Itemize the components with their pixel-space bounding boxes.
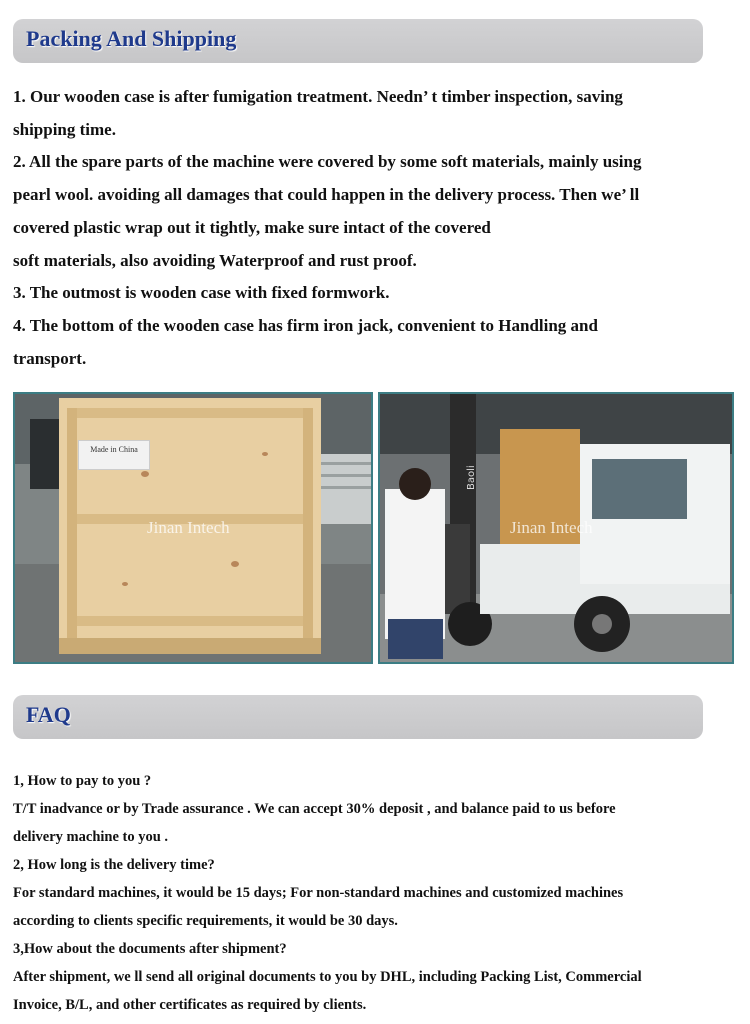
watermark-right: Jinan Intech bbox=[510, 518, 593, 537]
packing-line: 4. The bottom of the wooden case has firm iron jack, convenient to Handling and bbox=[13, 315, 598, 335]
faq-answer-line: After shipment, we ll send all original documents to you by DHL, including Packing List, Commercial bbox=[13, 969, 642, 985]
faq-question: 1, How to pay to you ? bbox=[13, 773, 152, 789]
packing-line: pearl wool. avoiding all damages that could happen in the delivery process. Then we’ ll bbox=[13, 185, 640, 205]
packing-line: transport. bbox=[13, 348, 87, 368]
faq-text bbox=[13, 767, 733, 1019]
made-in-china-label: Made in China bbox=[78, 440, 150, 470]
faq-section-title: FAQ bbox=[26, 702, 71, 727]
faq-answer-line: according to clients specific requirements, it would be 30 days. bbox=[13, 913, 398, 929]
faq-question: 3,How about the documents after shipment? bbox=[13, 941, 287, 957]
packing-line: 1. Our wooden case is after fumigation treatment. Needn’ t timber inspection, saving bbox=[13, 87, 623, 106]
packing-line: covered plastic wrap out it tightly, make sure intact of the covered bbox=[13, 217, 491, 237]
faq-answer-line: delivery machine to you . bbox=[13, 829, 169, 845]
faq-answer-line: For standard machines, it would be 15 days; For non-standard machines and customized machines bbox=[13, 885, 624, 901]
faq-answer-line: T/T inadvance or by Trade assurance . We can accept 30% deposit , and balance paid to us before bbox=[13, 801, 616, 817]
packing-line: soft materials, also avoiding Waterproof and rust proof. bbox=[13, 250, 417, 270]
watermark-left: Jinan Intech bbox=[147, 518, 230, 537]
forklift-brand-label: Baoli bbox=[466, 465, 477, 490]
packing-section-title: Packing And Shipping bbox=[26, 26, 237, 51]
packing-line: 2. All the spare parts of the machine were covered by some soft materials, mainly using bbox=[13, 152, 642, 172]
faq-question: 2, How long is the delivery time? bbox=[13, 857, 215, 873]
packing-section-header bbox=[13, 19, 703, 63]
packing-line: 3. The outmost is wooden case with fixed formwork. bbox=[13, 283, 390, 303]
packing-text bbox=[13, 81, 733, 375]
faq-answer-line: Invoice, B/L, and other certificates as required by clients. bbox=[13, 997, 367, 1013]
faq-section-header bbox=[13, 695, 703, 739]
packing-line: shipping time. bbox=[13, 119, 116, 139]
